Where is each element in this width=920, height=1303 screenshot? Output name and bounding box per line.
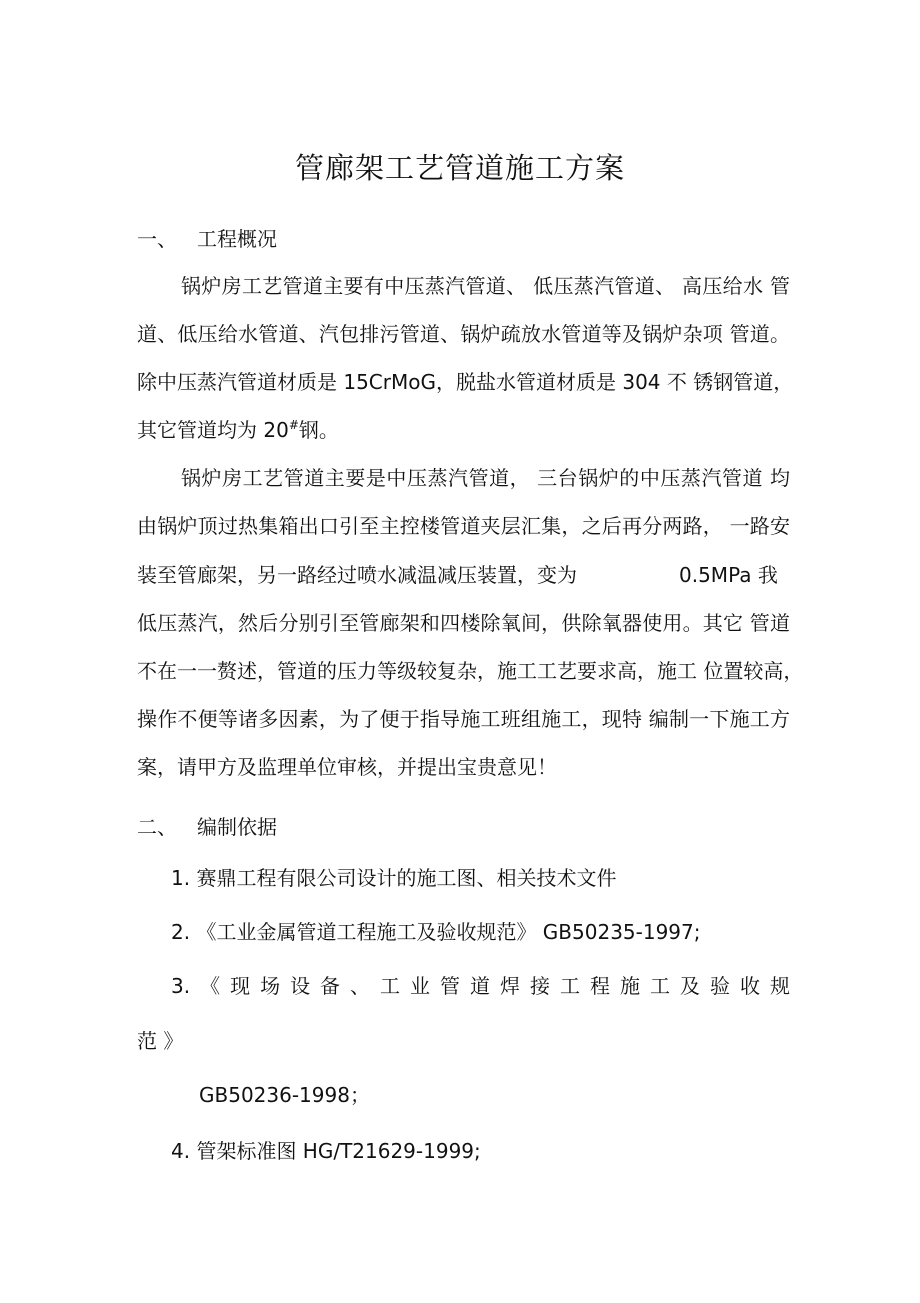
paragraph-line — [137, 561, 790, 589]
section-number: 二、 — [137, 815, 177, 839]
section-number: 一、 — [137, 227, 177, 251]
paragraph-line: 锅炉房工艺管道主要有中压蒸汽管道、 低压蒸汽管道、 高压给水 管 — [181, 274, 790, 298]
section-title: 编制依据 — [197, 815, 277, 839]
text-fragment: 钢。 — [298, 418, 339, 442]
list-item: 4. 管架标准图 HG/T21629-1999; — [171, 1139, 481, 1163]
text-fragment: 其它管道均为 20 — [137, 418, 289, 442]
section-title: 工程概况 — [197, 227, 277, 251]
list-item: 3.《现场设备、工业管道焊接工程施工及验收规 — [171, 974, 790, 998]
list-item: 2. 《工业金属管道工程施工及验收规范》 GB50235-1997; — [171, 920, 701, 944]
page-title: 管廊架工艺管道施工方案 — [294, 151, 625, 185]
section-heading-overview — [137, 225, 790, 253]
superscript-mark: # — [288, 418, 299, 432]
paragraph-line: 锅炉房工艺管道主要是中压蒸汽管道， 三台锅炉的中压蒸汽管道 均 — [181, 466, 790, 490]
list-item-continuation: 范 》 — [137, 1029, 184, 1053]
text-fragment: 0.5MPa 我 — [679, 563, 778, 587]
section-heading-basis — [137, 813, 790, 841]
list-item-continuation: GB50236-1998； — [199, 1083, 370, 1107]
paragraph-line: 道、低压给水管道、汽包排污管道、锅炉疏放水管道等及锅炉杂项 管道。 — [137, 322, 790, 346]
paragraph-line: 案，请甲方及监理单位审核，并提出宝贵意见！ — [137, 755, 557, 779]
paragraph-line: 低压蒸汽，然后分别引至管廊架和四楼除氧间，供除氧器使用。其它 管道 — [137, 611, 790, 635]
text-fragment: 装至管廊架，另一路经过喷水减温减压装置，变为 — [137, 563, 577, 587]
paragraph-line — [137, 416, 790, 444]
paragraph-line: 除中压蒸汽管道材质是 15CrMoG，脱盐水管道材质是 304 不 锈钢管道， — [137, 370, 794, 394]
paragraph-line: 不在一一赘述，管道的压力等级较复杂，施工工艺要求高，施工 位置较高， — [137, 659, 804, 683]
paragraph-line: 操作不便等诸多因素，为了便于指导施工班组施工，现特 编制一下施工方 — [137, 707, 790, 731]
paragraph-line: 由锅炉顶过热集箱出口引至主控楼管道夹层汇集，之后再分两路， 一路安 — [137, 514, 790, 538]
list-item: 1. 赛鼎工程有限公司设计的施工图、相关技术文件 — [171, 866, 617, 890]
